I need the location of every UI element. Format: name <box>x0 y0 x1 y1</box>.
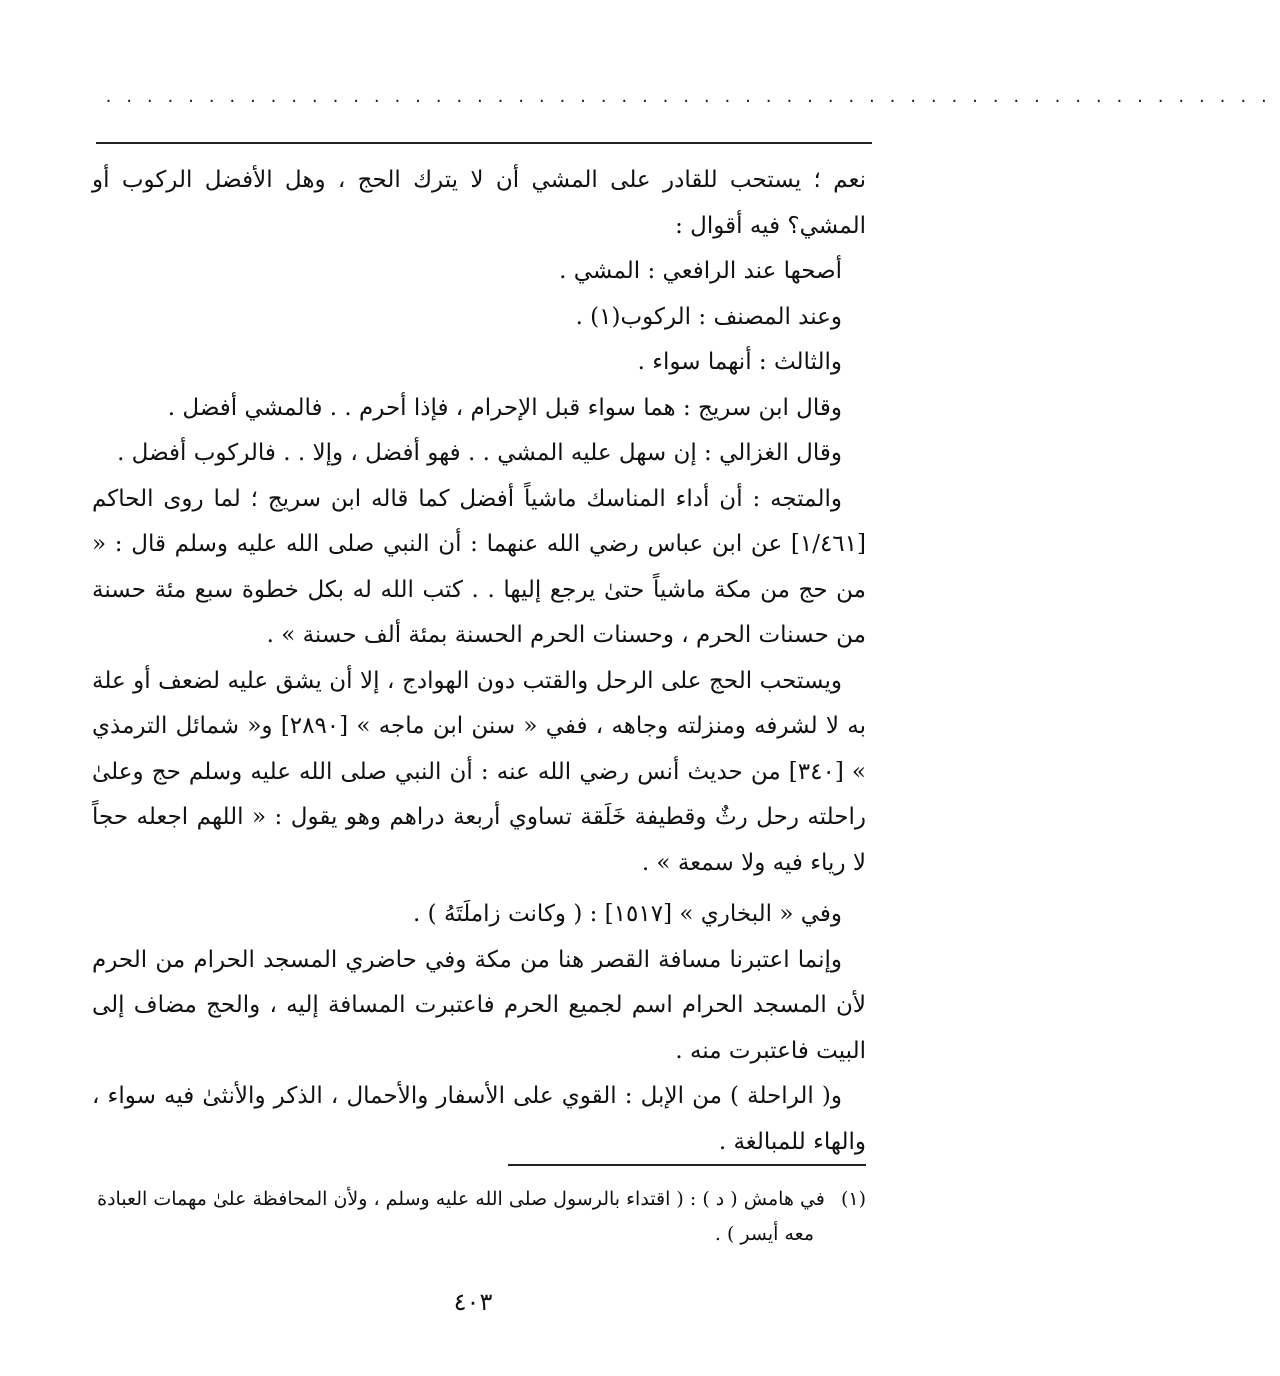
footnote <box>92 1182 866 1252</box>
footnote-number: (١) <box>840 1188 866 1210</box>
paragraph-rahl: ويستحب الحج على الرحل والقتب دون الهوادج ، إلا أن يشق عليه لضعف أو علة به لا لشرفه ومنزلته وجاهه ، ففي « سنن ابن ماجه » [٢٨٩٠] و« شمائل الترمذي » [٣٤٠] من حديث أنس رضي الله عنه : أن النبي صلى الله عليه وسلم حج وعلىٰ راحلته رحل رثٌ وقطيفة خَلَقة تساوي أربعة دراهم وهو يقول : « اللهم اجعله حجاً لا رياء فيه ولا سمعة » . <box>92 667 867 876</box>
footnote-rule <box>508 1164 866 1166</box>
paragraph-qasr: وإنما اعتبرنا مسافة القصر هنا من مكة وفي حاضري المسجد الحرام من الحرم لأن المسجد الحرام اسم لجميع الحرم فاعتبرت المسافة إليه ، والحج مضاف إلى البيت فاعتبرت منه . <box>92 946 866 1064</box>
header-rule <box>96 142 872 144</box>
footnote-text-line-1: في هامش ( د ) : ( اقتداء بالرسول صلى الله عليه وسلم ، ولأن المحافظة علىٰ مهمات العبادة <box>97 1188 825 1210</box>
paragraph-ghazali: وقال الغزالي : إن سهل عليه المشي . . فهو أفضل ، وإلا . . فالركوب أفضل . <box>117 440 842 466</box>
paragraph-rafii: أصحها عند الرافعي : المشي . <box>559 258 842 284</box>
paragraph-bukhari: وفي « البخاري » [١٥١٧] : ( وكانت زاملَتَهُ ) . <box>413 901 842 927</box>
paragraph-ibn-surayj: وقال ابن سريج : هما سواء قبل الإحرام ، فإذا أحرم . . فالمشي أفضل . <box>167 394 842 421</box>
paragraph-mutajih: والمتجه : أن أداء المناسك ماشياً أفضل كما قاله ابن سريج ؛ لما روى الحاكم [١/٤٦١] عن ابن عباس رضي الله عنهما : أن النبي صلى الله عليه وسلم قال : « من حج من مكة ماشياً حتىٰ يرجع إليها . . كتب الله له بكل خطوة سبع مئة حسنة من حسنات الحرم ، وحسنات الحرم الحسنة بمئة ألف حسنة » . <box>92 485 866 648</box>
paragraph-musannif: وعند المصنف : الركوب(١) . <box>575 303 842 330</box>
paragraph-opening: نعم ؛ يستحب للقادر على المشي أن لا يترك الحج ، وهل الأفضل الركوب أو المشي؟ فيه أقوال : <box>92 167 866 239</box>
header-dotted-line: ......................................................... <box>104 88 1280 106</box>
page-number: ٤٠٣ <box>453 1288 493 1316</box>
paragraph-rahila: و( الراحلة ) من الإبل : القوي على الأسفار والأحمال ، الذكر والأنثىٰ فيه سواء ، والهاء للمبالغة . <box>92 1083 866 1155</box>
main-text <box>92 158 866 1165</box>
paragraph-third: والثالث : أنهما سواء . <box>637 349 842 375</box>
footnote-text-line-2: معه أيسر ) . <box>714 1223 814 1245</box>
